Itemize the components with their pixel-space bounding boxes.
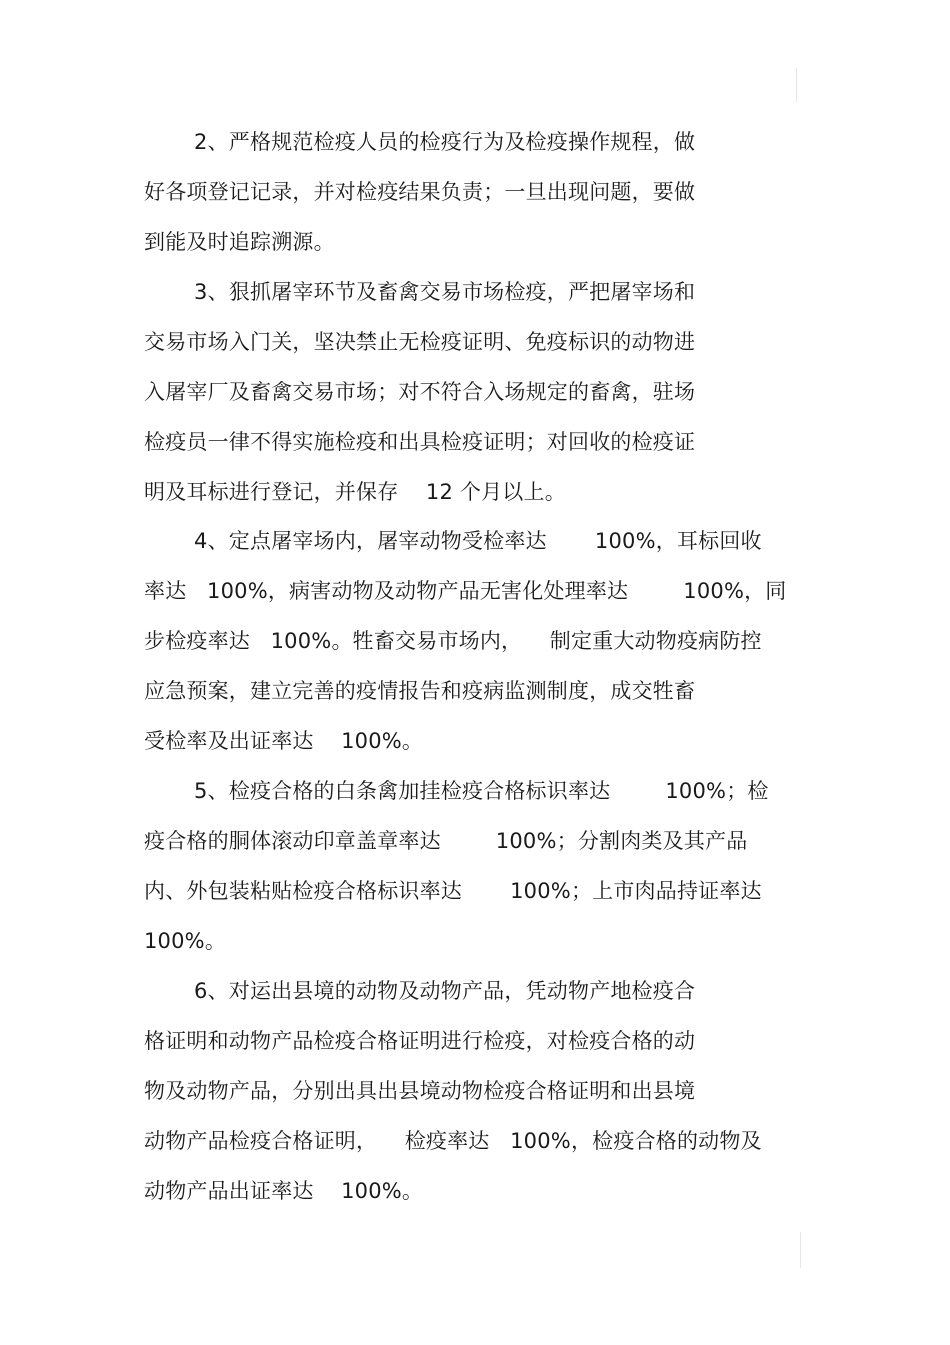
paragraph-3-line-4: 检疫员一律不得实施检疫和出具检疫证明；对回收的检疫证 xyxy=(144,430,696,454)
paragraph-6-line-2: 格证明和动物产品检疫合格证明进行检疫，对检疫合格的动 xyxy=(144,1029,696,1053)
paragraph-4-line-4: 应急预案，建立完善的疫情报告和疫病监测制度，成交牲畜 xyxy=(144,679,696,703)
paragraph-2-line-1: 2、严格规范检疫人员的检疫行为及检疫操作规程，做 xyxy=(194,130,696,154)
paragraph-3-line-3: 入屠宰厂及畜禽交易市场；对不符合入场规定的畜禽，驻场 xyxy=(144,380,696,404)
paragraph-2-line-2: 好各项登记记录，并对检疫结果负责；一旦出现问题，要做 xyxy=(144,180,696,204)
paragraph-4-line-3: 步检疫率达 100%。牲畜交易市场内， 制定重大动物疫病防控 xyxy=(144,629,762,653)
paragraph-5-line-2: 疫合格的胴体滚动印章盖章率达 100%；分割肉类及其产品 xyxy=(144,829,748,853)
paragraph-3-line-2: 交易市场入门关，坚决禁止无检疫证明、免疫标识的动物进 xyxy=(144,330,696,354)
paragraph-6-line-4: 动物产品检疫合格证明， 检疫率达 100%，检疫合格的动物及 xyxy=(144,1129,762,1153)
paragraph-5-line-4: 100%。 xyxy=(144,929,227,953)
paragraph-3-line-1: 3、狠抓屠宰环节及畜禽交易市场检疫，严把屠宰场和 xyxy=(194,280,696,304)
paragraph-5-line-3: 内、外包装粘贴检疫合格标识率达 100%；上市肉品持证率达 xyxy=(144,879,762,903)
bottom-right-edge-mark xyxy=(800,1232,801,1268)
paragraph-6-line-5: 动物产品出证率达 100%。 xyxy=(144,1179,424,1203)
paragraph-4-line-1: 4、定点屠宰场内，屠宰动物受检率达 100%，耳标回收 xyxy=(194,529,762,553)
paragraph-4-line-5: 受检率及出证率达 100%。 xyxy=(144,729,424,753)
paragraph-6-line-1: 6、对运出县境的动物及动物产品，凭动物产地检疫合 xyxy=(194,979,696,1003)
paragraph-3-line-5: 明及耳标进行登记，并保存 12 个月以上。 xyxy=(144,480,566,504)
paragraph-2-line-3: 到能及时追踪溯源。 xyxy=(144,230,335,254)
paragraph-5-line-1: 5、检疫合格的白条禽加挂检疫合格标识率达 100%；检 xyxy=(194,779,769,803)
paragraph-6-line-3: 物及动物产品，分别出具出县境动物检疫合格证明和出县境 xyxy=(144,1079,696,1103)
top-right-edge-mark xyxy=(796,68,797,102)
paragraph-4-line-2: 率达 100%，病害动物及动物产品无害化处理率达 100%，同 xyxy=(144,579,787,603)
